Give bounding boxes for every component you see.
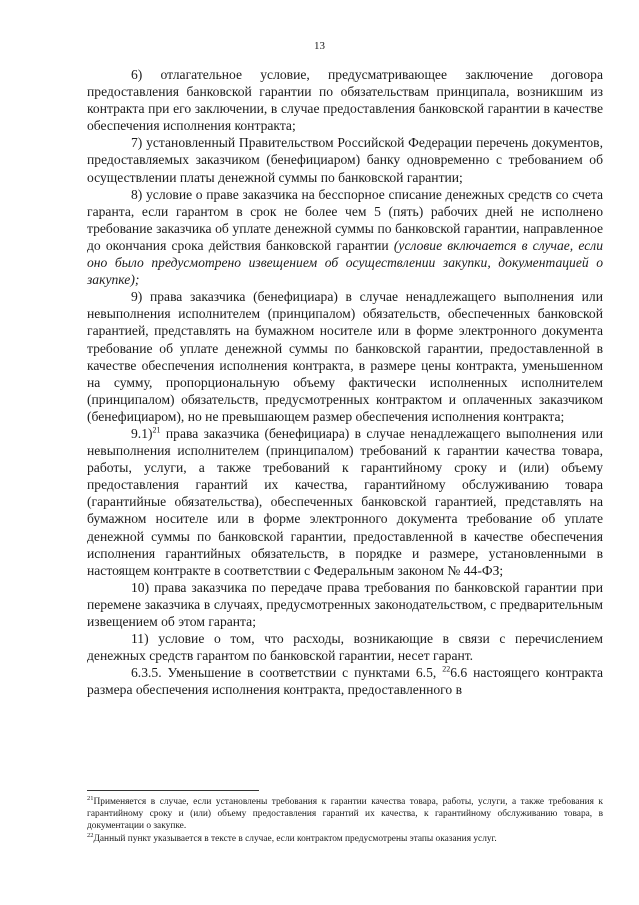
- paragraph-text: права заказчика (бенефициара) в случае ненадлежащего выполнения или невыполнения исполнителем (принципалом) требований к гарантии качества товара, работы, услуги, а также требований к гарантийному сроку и (или) объему предоставления гарантий их качества, гарантийному обслуживанию товара (гарантийные обязательства), обеспеченных банковской гарантией, представлять на бумажном носителе или в форме электронного документа требование об уплате денежной суммы по банковской гарантии, предоставленной в качестве обеспечения исполнения гарантийных обязательств, в порядке и размере, установленными в настоящем контракте в соответствии с Федеральным законом № 44-ФЗ;: [87, 425, 603, 578]
- footnote-ref-22[interactable]: 22: [442, 664, 451, 674]
- footnote-text: Данный пункт указывается в тексте в случае, если контрактом предусмотрены этапы оказания услуг.: [93, 833, 497, 844]
- paragraph-item-6: [87, 66, 603, 134]
- document-body: [87, 66, 603, 698]
- paragraph-text: 7) установленный Правительством Российской Федерации перечень документов, предоставляемых заказчиком (бенефициаром) банку одновременно с требованием об осуществлении платы денежной суммы по банковской гарантии;: [87, 135, 603, 185]
- paragraph-clause-6-3-5: [87, 664, 603, 698]
- footnote-text: Применяется в случае, если установлены требования к гарантии качества товара, работы, услуги, а также требования к гарантийному сроку и (или) объему предоставления гарантий их качества, к гарантийному обслуживанию товара, в документации о закупке.: [87, 797, 603, 832]
- paragraph-text: 6.6 настоящего контракта размера обеспечения исполнения контракта, предоставленного в: [87, 665, 603, 698]
- paragraph-text: 11) условие о том, что расходы, возникающие в связи с перечислением денежных средств гарантом по банковской гарантии, несет гарант.: [87, 631, 603, 664]
- footnote-number: 21: [87, 794, 94, 802]
- paragraph-italic-note: (условие включается в случае, если оно было предусмотрено извещением об осуществлении закупки, документацией о закупке);: [87, 237, 603, 288]
- footnote-21: [87, 796, 603, 833]
- paragraph-text: 8) условие о праве заказчика на бесспорное списание денежных средств со счета гаранта, если гарантом в срок не более чем 5 (пять) рабочих дней не исполнено требование заказчика об уплате денежной суммы по банковской гарантии, направленное до окончания срока действия банковской гарантии: [87, 186, 603, 253]
- paragraph-text: 9) права заказчика (бенефициара) в случае ненадлежащего выполнения или невыполнения исполнителем (принципалом) обязательств, обеспеченных банковской гарантией, представлять на бумажном носителе или в форме электронного документа требование об уплате денежной суммы по банковской гарантии, предоставленной в качестве обеспечения исполнения контракта, в размере цены контракта, уменьшенном на сумму, пропорциональную объему фактически исполненных исполнителем (принципалом) обязательств, предусмотренных контрактом и оплаченных заказчиком (бенефициаром), но не превышающем размер обеспечения исполнения контракта;: [87, 289, 603, 424]
- paragraph-lead: 9.1): [131, 425, 153, 441]
- footnotes-section: [87, 796, 603, 845]
- paragraph-item-10: [87, 579, 603, 630]
- footnote-ref-21[interactable]: 21: [152, 425, 161, 435]
- paragraph-lead: 6.3.5. Уменьшение в соответствии с пунктами 6.5,: [131, 665, 443, 681]
- paragraph-item-11: [87, 630, 603, 664]
- paragraph-item-9-1: [87, 425, 603, 579]
- paragraph-text: 10) права заказчика по передаче права требования по банковской гарантии при перемене заказчика в случаях, предусмотренных законодательством, с предварительным извещением об этом гаранта;: [87, 579, 603, 629]
- footnote-22: [87, 833, 603, 845]
- paragraph-item-7: [87, 134, 603, 185]
- paragraph-item-9: [87, 288, 603, 425]
- footnote-divider: [87, 790, 259, 791]
- footnote-number: 22: [87, 831, 94, 839]
- page-number: 13: [314, 40, 325, 52]
- paragraph-text: 6) отлагательное условие, предусматривающее заключение договора предоставления банковской гарантии по обязательствам принципала, возникшим из контракта при его заключении, в случае предоставления банковской гарантии в качестве обеспечения исполнения контракта;: [87, 67, 603, 134]
- paragraph-item-8: [87, 186, 603, 289]
